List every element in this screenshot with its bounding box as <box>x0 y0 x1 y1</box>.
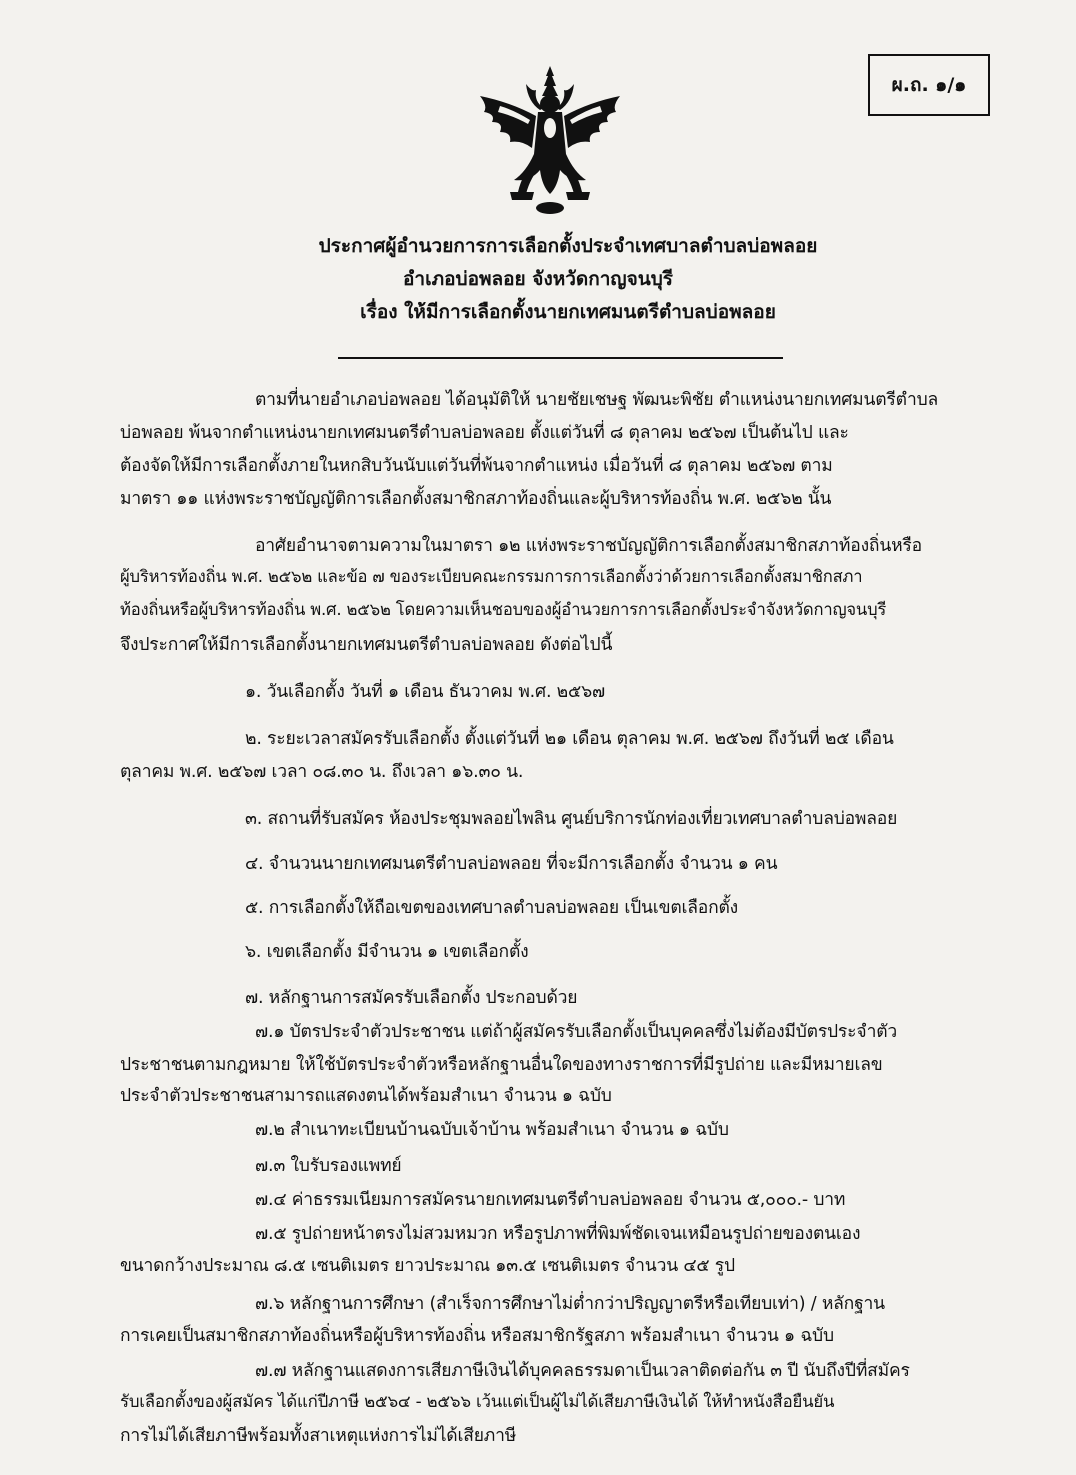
paragraph-2-line-1: อาศัยอำนาจตามความในมาตรา ๑๒ แห่งพระราชบัญญัติการเลือกตั้งสมาชิกสภาท้องถิ่นหรือ <box>255 536 922 556</box>
item-7-7-line-3: การไม่ได้เสียภาษีพร้อมทั้งสาเหตุแห่งการไม่ได้เสียภาษี <box>120 1426 517 1446</box>
item-5-district: ๕. การเลือกตั้งให้ถือเขตของเทศบาลตำบลบ่อพลอย เป็นเขตเลือกตั้ง <box>245 898 739 918</box>
header-subject: เรื่อง ให้มีการเลือกตั้งนายกเทศมนตรีตำบลบ่อพลอย <box>360 301 776 323</box>
item-7-3: ๗.๓ ใบรับรองแพทย์ <box>255 1156 402 1176</box>
paragraph-1-line-3: ต้องจัดให้มีการเลือกตั้งภายในหกสิบวันนับแต่วันที่พ้นจากตำแหน่ง เมื่อวันที่ ๘ ตุลาคม ๒๕๖๗ ตาม <box>120 456 833 476</box>
item-7-6-line-1: ๗.๖ หลักฐานการศึกษา (สำเร็จการศึกษาไม่ต่ำกว่าปริญญาตรีหรือเทียบเท่า) / หลักฐาน <box>255 1294 885 1314</box>
item-7-2: ๗.๒ สำเนาทะเบียนบ้านฉบับเจ้าบ้าน พร้อมสำเนา จำนวน ๑ ฉบับ <box>255 1120 729 1140</box>
item-6-district-count: ๖. เขตเลือกตั้ง มีจำนวน ๑ เขตเลือกตั้ง <box>245 942 529 962</box>
paragraph-1-line-2: บ่อพลอย พ้นจากตำแหน่งนายกเทศมนตรีตำบลบ่อพลอย ตั้งแต่วันที่ ๘ ตุลาคม ๒๕๖๗ เป็นต้นไป และ <box>120 423 849 443</box>
item-7-7-line-1: ๗.๗ หลักฐานแสดงการเสียภาษีเงินได้บุคคลธรรมดาเป็นเวลาติดต่อกัน ๓ ปี นับถึงปีที่สมัคร <box>255 1361 910 1381</box>
item-7-6-line-2: การเคยเป็นสมาชิกสภาท้องถิ่นหรือผู้บริหารท้องถิ่น หรือสมาชิกรัฐสภา พร้อมสำเนา จำนวน ๑ ฉบับ <box>120 1326 834 1346</box>
item-2-line-1: ๒. ระยะเวลาสมัครรับเลือกตั้ง ตั้งแต่วันที่ ๒๑ เดือน ตุลาคม พ.ศ. ๒๕๖๗ ถึงวันที่ ๒๕ เดือน <box>245 729 894 749</box>
item-7-5-line-1: ๗.๕ รูปถ่ายหน้าตรงไม่สวมหมวก หรือรูปภาพที่พิมพ์ชัดเจนเหมือนรูปถ่ายของตนเอง <box>255 1224 861 1244</box>
paragraph-1-line-1: ตามที่นายอำเภอบ่อพลอย ได้อนุมัติให้ นายชัยเชษฐ พัฒนะพิชัย ตำแหน่งนายกเทศมนตรีตำบล <box>255 390 939 410</box>
header-divider <box>338 357 783 359</box>
item-7-heading: ๗. หลักฐานการสมัครรับเลือกตั้ง ประกอบด้วย <box>245 988 578 1008</box>
item-3-venue: ๓. สถานที่รับสมัคร ห้องประชุมพลอยไพลิน ศูนย์บริการนักท่องเที่ยวเทศบาลตำบลบ่อพลอย <box>245 809 898 829</box>
item-2-line-2: ตุลาคม พ.ศ. ๒๕๖๗ เวลา ๐๘.๓๐ น. ถึงเวลา ๑๖.๓๐ น. <box>120 762 524 782</box>
item-7-1-line-3: ประจำตัวประชาชนสามารถแสดงตนได้พร้อมสำเนา จำนวน ๑ ฉบับ <box>120 1086 612 1106</box>
item-7-1-line-2: ประชาชนตามกฎหมาย ให้ใช้บัตรประจำตัวหรือหลักฐานอื่นใดของทางราชการที่มีรูปถ่าย และมีหมายเลข <box>120 1055 883 1075</box>
paragraph-2-line-3: ท้องถิ่นหรือผู้บริหารท้องถิ่น พ.ศ. ๒๕๖๒ โดยความเห็นชอบของผู้อำนวยการการเลือกตั้งประจำจังหวัดกาญจนบุรี <box>120 600 887 619</box>
announcement-header <box>0 230 1076 329</box>
garuda-emblem-icon <box>470 62 630 222</box>
item-1-election-date: ๑. วันเลือกตั้ง วันที่ ๑ เดือน ธันวาคม พ.ศ. ๒๕๖๗ <box>245 682 605 702</box>
item-7-1-line-1: ๗.๑ บัตรประจำตัวประชาชน แต่ถ้าผู้สมัครรับเลือกตั้งเป็นบุคคลซึ่งไม่ต้องมีบัตรประจำตัว <box>255 1022 897 1042</box>
header-title-line2: อำเภอบ่อพลอย จังหวัดกาญจนบุรี <box>403 268 673 290</box>
header-title-line1: ประกาศผู้อำนวยการการเลือกตั้งประจำเทศบาลตำบลบ่อพลอย <box>318 235 818 257</box>
form-code: ผ.ถ. ๑/๑ <box>891 74 967 96</box>
paragraph-1-line-4: มาตรา ๑๑ แห่งพระราชบัญญัติการเลือกตั้งสมาชิกสภาท้องถิ่นและผู้บริหารท้องถิ่น พ.ศ. ๒๕๖๒ นั้น <box>120 489 832 509</box>
paragraph-2-line-4: จึงประกาศให้มีการเลือกตั้งนายกเทศมนตรีตำบลบ่อพลอย ดังต่อไปนี้ <box>120 635 613 655</box>
form-code-box <box>868 54 990 116</box>
item-4-count: ๔. จำนวนนายกเทศมนตรีตำบลบ่อพลอย ที่จะมีการเลือกตั้ง จำนวน ๑ คน <box>245 854 778 874</box>
item-7-7-line-2: รับเลือกตั้งของผู้สมัคร ได้แก่ปีภาษี ๒๕๖๔ - ๒๕๖๖ เว้นแต่เป็นผู้ไม่ได้เสียภาษีเงินได้ ให้ทำหนังสือยืนยัน <box>120 1391 835 1411</box>
item-7-5-line-2: ขนาดกว้างประมาณ ๘.๕ เซนติเมตร ยาวประมาณ ๑๓.๕ เซนติเมตร จำนวน ๔๕ รูป <box>120 1256 735 1276</box>
paragraph-2-line-2: ผู้บริหารท้องถิ่น พ.ศ. ๒๕๖๒ และข้อ ๗ ของระเบียบคณะกรรมการการเลือกตั้งว่าด้วยการเลือกตั้งสมาชิกสภา <box>120 567 863 586</box>
item-7-4: ๗.๔ ค่าธรรมเนียมการสมัครนายกเทศมนตรีตำบลบ่อพลอย จำนวน ๕,๐๐๐.- บาท <box>255 1190 846 1210</box>
